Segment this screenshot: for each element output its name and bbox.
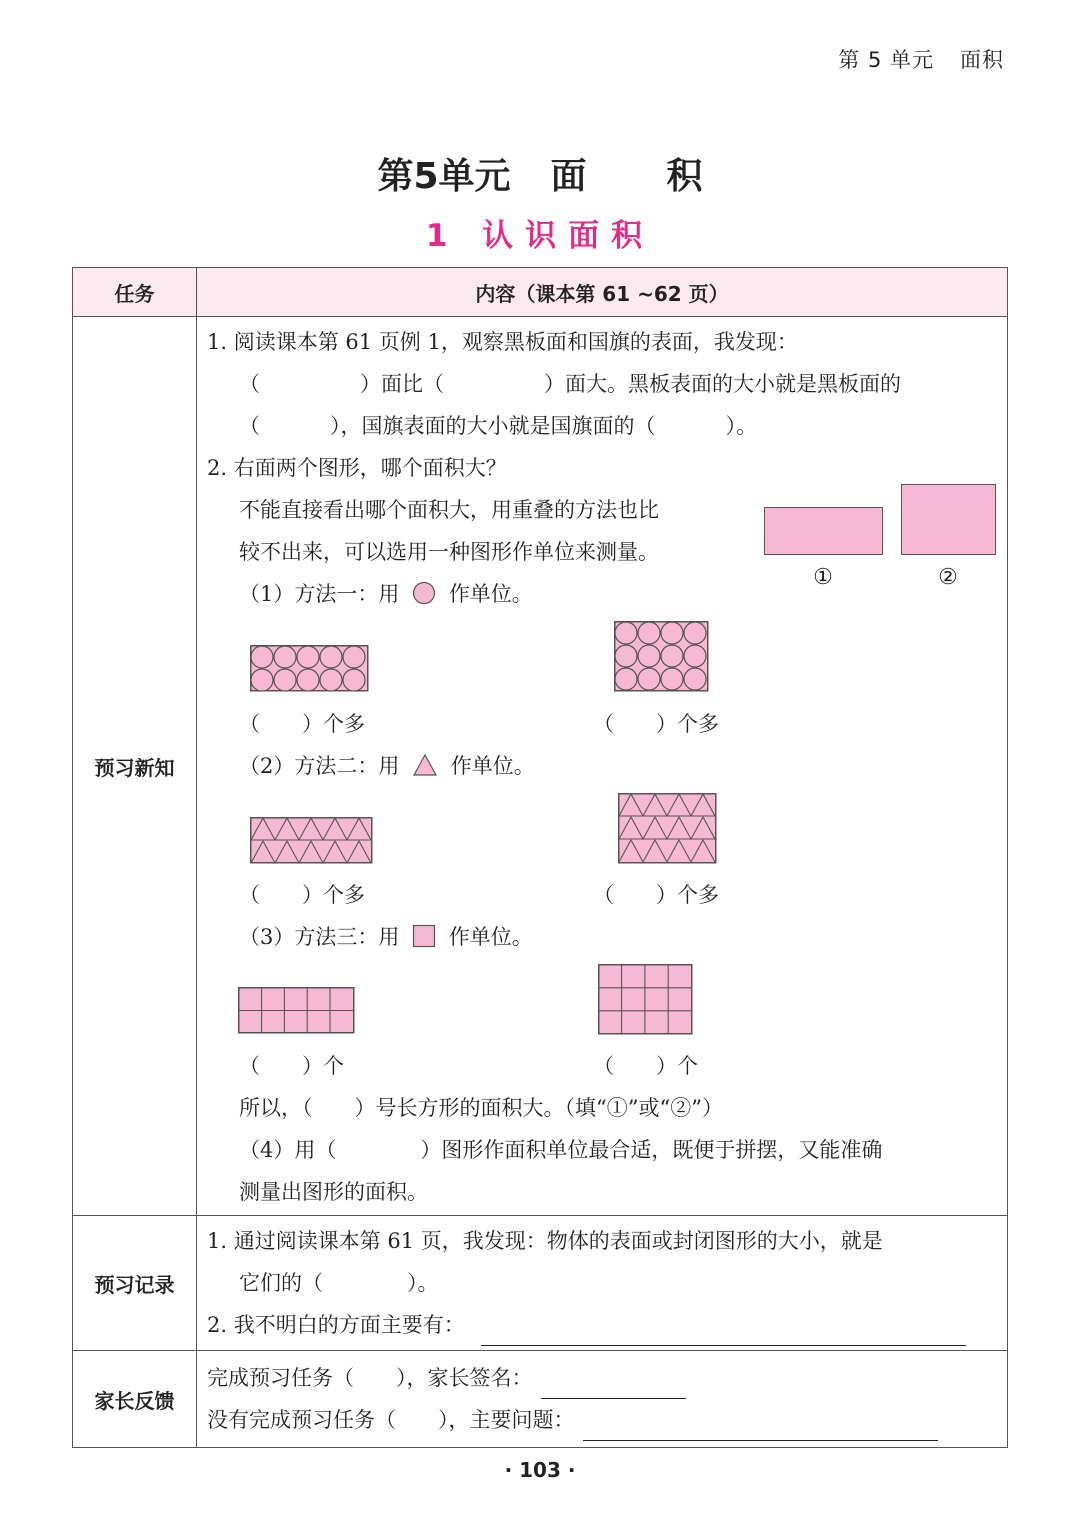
task-table [72, 267, 1008, 1448]
record-line1: 1. 通过阅读课本第 61 页，我发现：物体的表面或封闭图形的大小，就是 [207, 1229, 883, 1253]
q2-line2: 不能直接看出哪个面积大，用重叠的方法也比 [239, 498, 659, 522]
running-header-topic: 面积 [960, 48, 1004, 72]
record-answer-line[interactable] [481, 1315, 966, 1346]
column-header-content: 内容（课本第 61 ~62 页） [197, 268, 1008, 317]
unit-title-word2: 积 [666, 156, 703, 197]
rect1-square-fill [238, 987, 356, 1035]
rect1-triangle-fill [250, 817, 374, 865]
record-line3: 2. 我不明白的方面主要有： [207, 1304, 966, 1346]
running-header [838, 44, 1004, 74]
feedback-line1: 完成预习任务（ ），家长签名： [207, 1357, 686, 1399]
rectangle-2 [901, 484, 996, 555]
method2-line: （2）方法二：用 作单位。 [239, 754, 535, 778]
feedback-line2: 没有完成预习任务（ ），主要问题： [207, 1399, 938, 1441]
square-unit-icon [412, 924, 436, 948]
q2-line3: 较不出来，可以选用一种图形作单位来测量。 [239, 540, 659, 564]
triangle-unit-icon [412, 753, 438, 777]
section-label-preview: 预习新知 [73, 317, 197, 1216]
rectangle-2-label: ② [938, 565, 958, 590]
unit-title-label: 第5单元 [377, 156, 511, 197]
method1-line: （1）方法一：用 作单位。 [239, 582, 533, 606]
method1-count-right: （ ）个多 [593, 712, 719, 736]
conclusion-line: 所以，（ ）号长方形的面积大。（填“①”或“②”） [239, 1096, 723, 1120]
method3-count-right: （ ）个 [593, 1054, 698, 1078]
method1-count-left: （ ）个多 [239, 712, 365, 736]
rectangle-1 [764, 507, 883, 555]
section-label-feedback: 家长反馈 [73, 1351, 197, 1448]
page-number: · 103 · [504, 1458, 576, 1482]
rectangle-1-label: ① [813, 565, 833, 590]
q1-line3: （ ），国旗表面的大小就是国旗面的（ ）。 [239, 414, 757, 438]
q4-line2: 测量出图形的面积。 [239, 1180, 428, 1204]
feedback-content [197, 1351, 1008, 1448]
record-content [197, 1216, 1008, 1351]
q4-line1: （4）用（ ）图形作面积单位最合适，既便于拼摆，又能准确 [239, 1138, 883, 1162]
q1-line1: 1. 阅读课本第 61 页例 1，观察黑板面和国旗的表面，我发现： [207, 330, 798, 354]
lesson-title: 1 认识面积 [425, 218, 655, 254]
preview-content [197, 317, 1008, 1216]
method3-line: （3）方法三：用 作单位。 [239, 925, 533, 949]
unit-title [0, 148, 1080, 199]
method2-count-left: （ ）个多 [239, 883, 365, 907]
rect2-square-fill [598, 964, 694, 1036]
main-problem-line[interactable] [583, 1410, 938, 1441]
q1-line2: （ ）面比（ ）面大。黑板表面的大小就是黑板面的 [239, 372, 901, 396]
running-header-unit: 第 5 单元 [838, 48, 934, 72]
method3-count-left: （ ）个 [239, 1054, 344, 1078]
rect2-circle-fill [614, 621, 710, 693]
parent-signature-line[interactable] [541, 1368, 686, 1399]
section-label-record: 预习记录 [73, 1216, 197, 1351]
rect2-triangle-fill [618, 793, 718, 865]
column-header-task: 任务 [73, 268, 197, 317]
rect1-circle-fill [250, 645, 370, 693]
record-line2: 它们的（ ）。 [239, 1271, 439, 1295]
unit-title-word1: 面 [550, 156, 587, 197]
method2-count-right: （ ）个多 [593, 883, 719, 907]
q2-line1: 2. 右面两个图形，哪个面积大？ [207, 456, 507, 480]
circle-unit-icon [412, 581, 436, 605]
